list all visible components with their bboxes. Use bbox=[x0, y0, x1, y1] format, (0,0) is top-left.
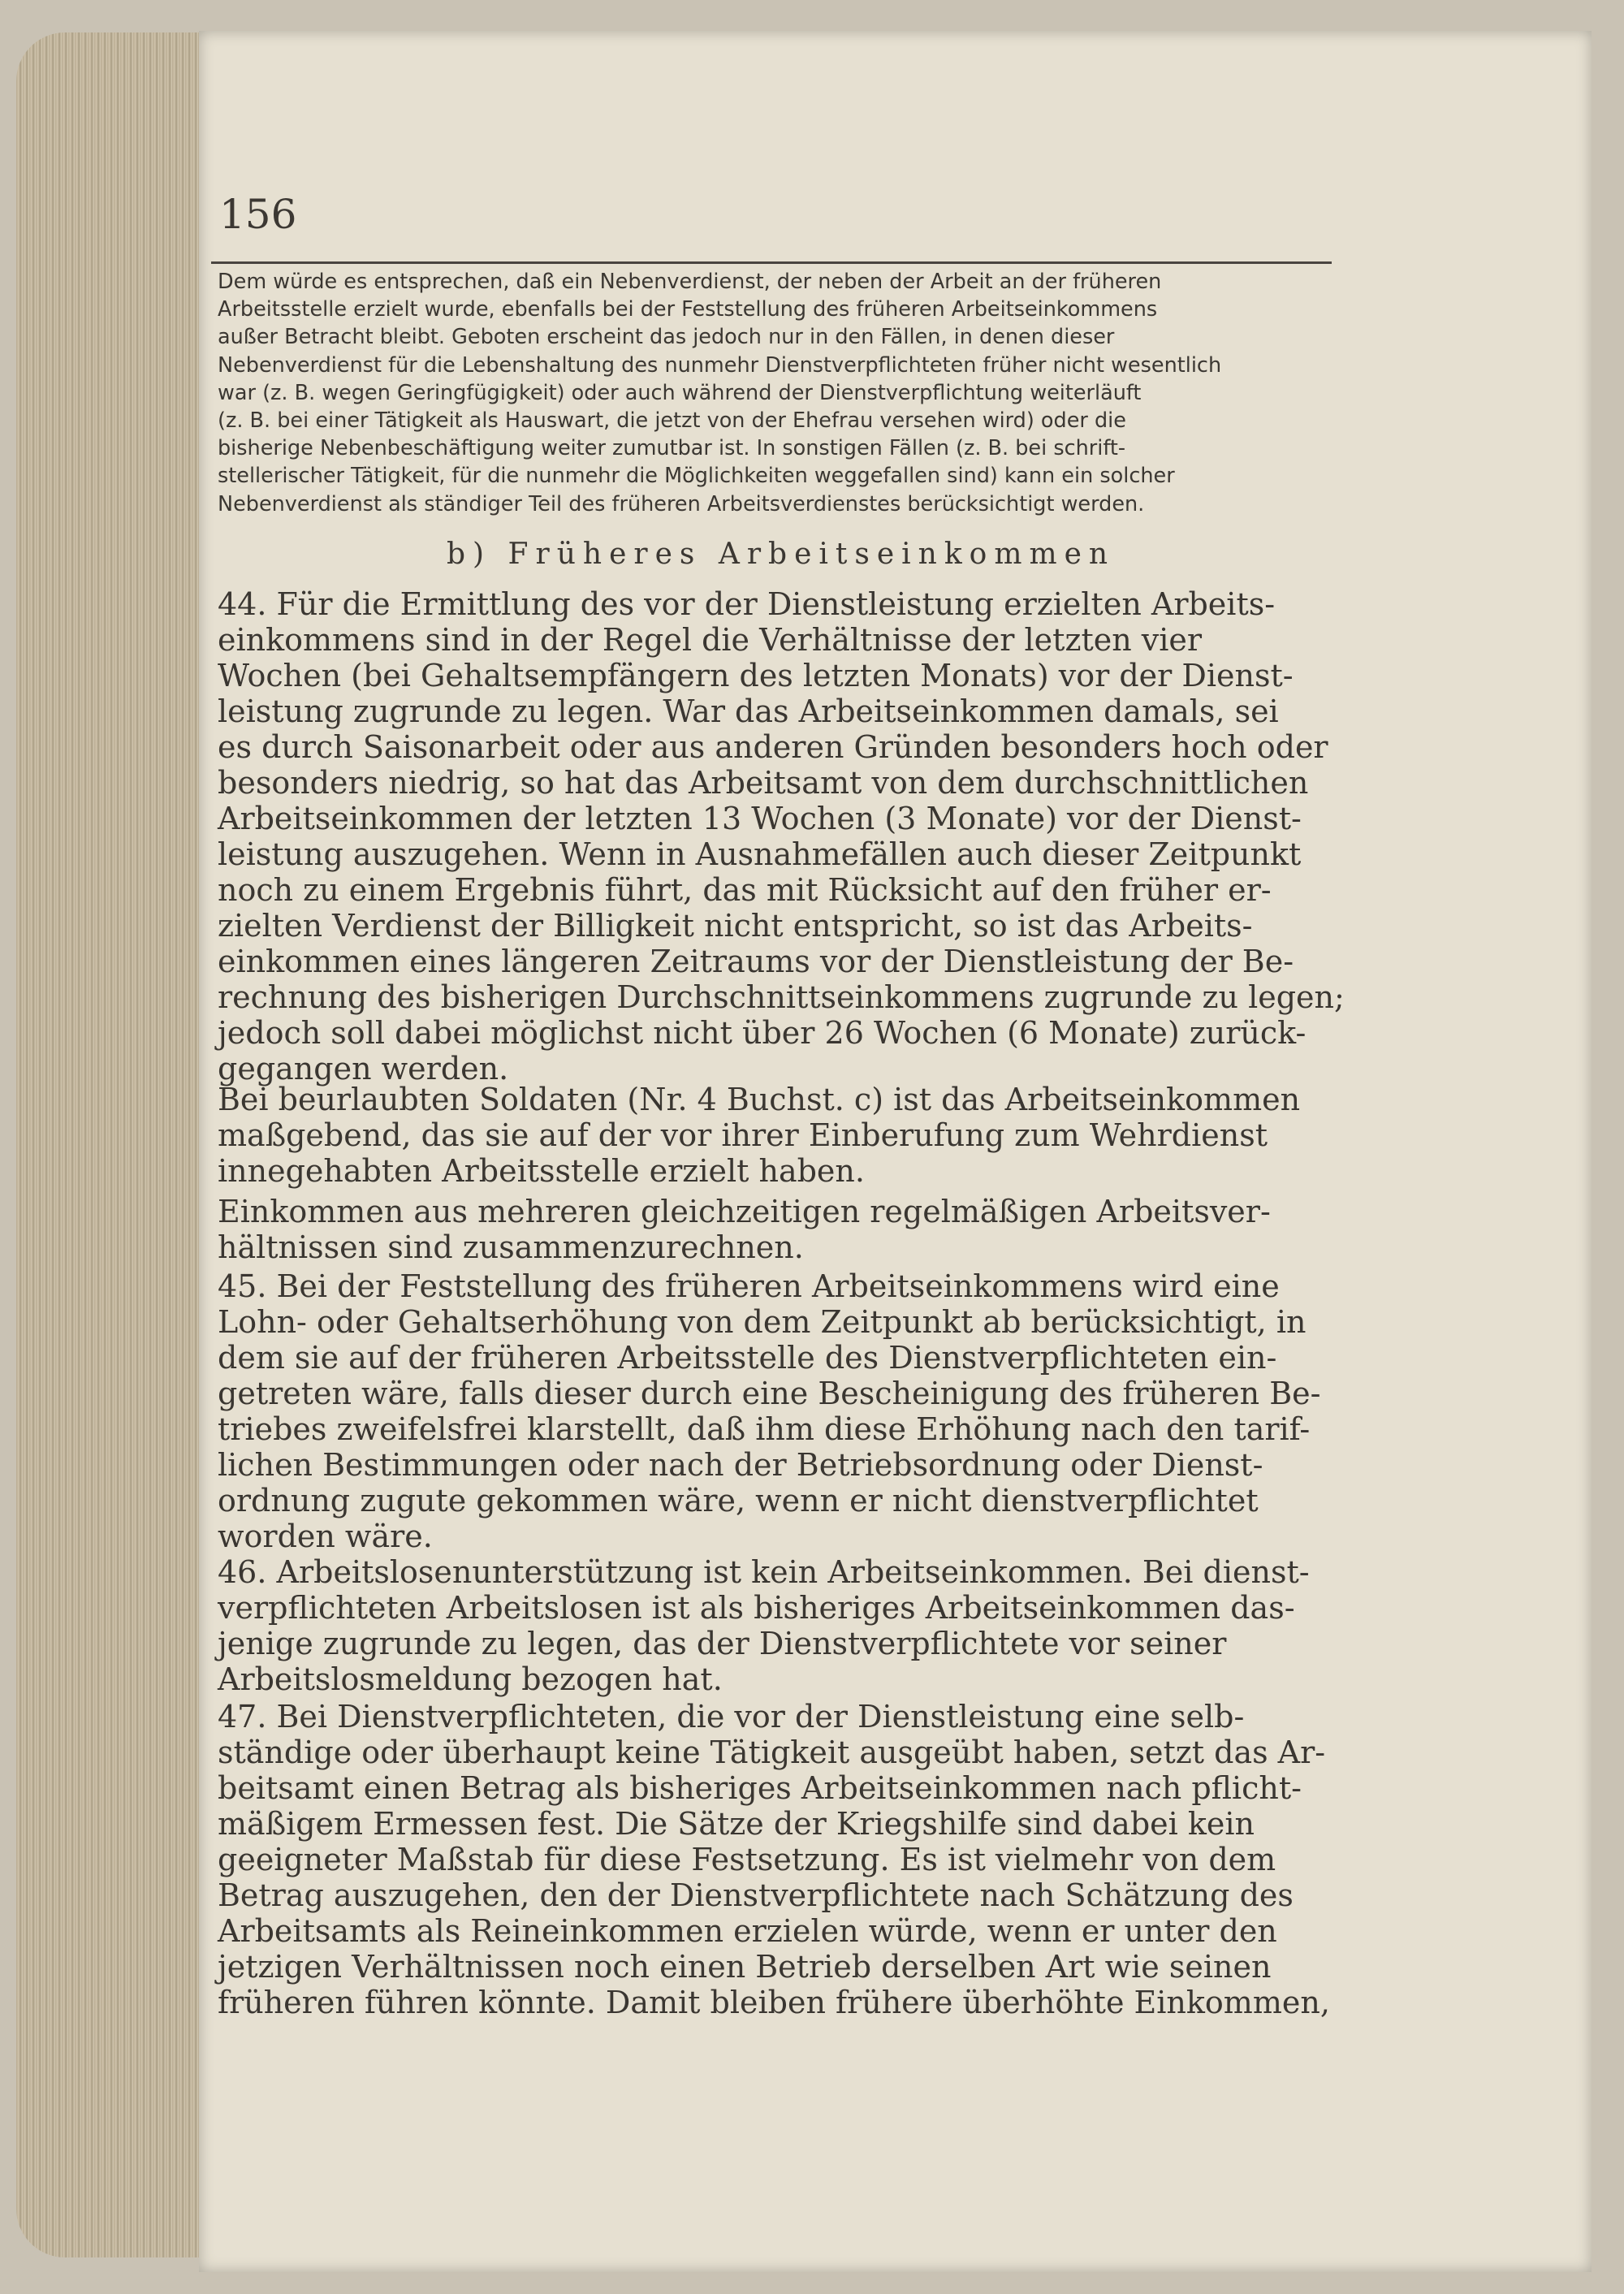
header-rule bbox=[211, 261, 1332, 264]
book-page-edges bbox=[16, 32, 203, 2257]
footnote-text: Dem würde es entsprechen, daß ein Nebenverdienst, der neben der Arbeit an der früheren Arbeitsstelle erzielt wurde, ebenfalls bei der Feststellung des früheren Arbeitseinkommens außer Betracht bleibt. Geboten erscheint das jedoch nur in den Fällen, in denen dieser Nebenverdienst für die Lebenshaltung des nunmehr Dienstverpflichteten früher nicht wesentlich war (z. B. wegen Geringfügigkeit) oder auch während der Dienstverpflichtung weiterläuft (z. B. bei einer Tätigkeit als Hauswart, die jetzt von der Ehefrau versehen wird) oder die bisherige Nebenbeschäftigung weiter zumutbar ist. In sonstigen Fällen (z. B. bei schrift- stellerischer Tätigkeit, für die nunmehr die Möglichkeiten weggefallen sind) kann ein solcher Nebenverdienst als ständiger Teil des früheren Arbeitsverdienstes berücksichtigt werden. bbox=[218, 270, 1222, 516]
section-heading: b) Früheres Arbeitseinkommen bbox=[447, 538, 1116, 571]
paragraph-44: 44. Für die Ermittlung des vor der Dienstleistung erzielten Arbeits- einkommens sind in der Regel die Verhältnisse der letzten vier Wochen (bei Gehaltsempfängern des letzten Monats) vor der Dienst- leistung zugrunde zu legen. War das Arbeitseinkommen damals, sei es durch Saisonarbeit oder aus anderen Gründen besonders hoch oder besonders niedrig, so hat das Arbeitsamt von dem durchschnittlichen Arbeitseinkommen der letzten 13 Wochen (3 Monate) vor der Dienst- leistung auszugehen. Wenn in Ausnahmefällen auch dieser Zeitpunkt noch zu einem Ergebnis führt, das mit Rücksicht auf den früher er- zielten Verdienst der Billigkeit nicht entspricht, so ist das Arbeits- einkommen eines längeren Zeitraums vor der Dienstleistung der Be- rechnung des bisherigen Durchschnittseinkommens zugrunde zu legen; jedoch soll dabei möglichst nicht über 26 Wochen (6 Monate) zurück- gegangen werden. bbox=[218, 586, 1345, 1087]
paragraph-einkommen: Einkommen aus mehreren gleichzeitigen regelmäßigen Arbeitsver- hältnissen sind zusammenzurechnen. bbox=[218, 1194, 1271, 1265]
paragraph-soldaten: Bei beurlaubten Soldaten (Nr. 4 Buchst. c) ist das Arbeitseinkommen maßgebend, das sie auf der vor ihrer Einberufung zum Wehrdienst innegehabten Arbeitsstelle erzielt haben. bbox=[218, 1082, 1301, 1189]
paragraph-45: 45. Bei der Feststellung des früheren Arbeitseinkommens wird eine Lohn- oder Gehaltserhöhung von dem Zeitpunkt ab berücksichtigt, in dem sie auf der früheren Arbeitsstelle des Dienstverpflichteten ein- getreten wäre, falls dieser durch eine Bescheinigung des früheren Be- triebes zweifelsfrei klarstellt, daß ihm diese Erhöhung nach den tarif- lichen Bestimmungen oder nach der Betriebsordnung oder Dienst- ordnung zugute gekommen wäre, wenn er nicht dienstverpflichtet worden wäre. bbox=[218, 1268, 1321, 1554]
paragraph-47: 47. Bei Dienstverpflichteten, die vor der Dienstleistung eine selb- ständige oder überhaupt keine Tätigkeit ausgeübt haben, setzt das Ar- beitsamt einen Betrag als bisheriges Arbeitseinkommen nach pflicht- mäßigem Ermessen fest. Die Sätze der Kriegshilfe sind dabei kein geeigneter Maßstab für diese Festsetzung. Es ist vielmehr von dem Betrag auszugehen, den der Dienstverpflichtete nach Schätzung des Arbeitsamts als Reineinkommen erzielen würde, wenn er unter den jetzigen Verhältnissen noch einen Betrieb derselben Art wie seinen früheren führen könnte. Damit bleiben frühere überhöhte Einkommen, bbox=[218, 1699, 1330, 2020]
page-number: 156 bbox=[219, 191, 297, 238]
paragraph-46: 46. Arbeitslosenunterstützung ist kein Arbeitseinkommen. Bei dienst- verpflichteten Arbeitslosen ist als bisheriges Arbeitseinkommen das- jenige zugrunde zu legen, das der Dienstverpflichtete vor seiner Arbeitslosmeldung bezogen hat. bbox=[218, 1554, 1310, 1697]
